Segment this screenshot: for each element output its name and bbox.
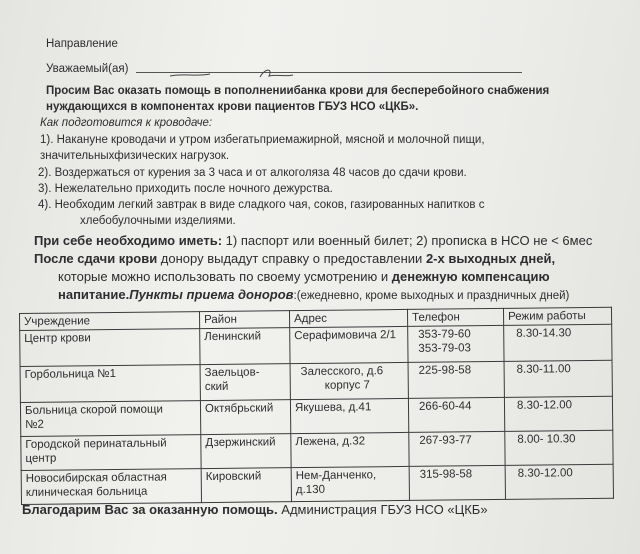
- cell-line: Якушева, д.41: [294, 401, 372, 415]
- documents-line: [34, 233, 592, 249]
- cell-district: [201, 434, 291, 469]
- cell-hours: 8.30-11.00: [504, 360, 612, 397]
- footer-thanks: Благодарим Вас за оказанную помощь.: [22, 502, 278, 517]
- usage-text: которые можно использовать по своему усмотрению и: [58, 269, 392, 284]
- cell-address: [290, 326, 408, 363]
- intro-line-1: Просим Вас оказать помощь в пополнениибанка крови для бесперебойного снабжения: [46, 85, 550, 97]
- after-donation-line-2: [58, 269, 550, 285]
- cell-phone: [409, 431, 505, 466]
- cell-district: [200, 364, 290, 401]
- compensation-text: денежную компенсацию: [391, 269, 550, 284]
- cell-address: [290, 362, 408, 399]
- cell-line: Залесского, д.6: [300, 365, 384, 379]
- cell-hours: 8.30-12.00: [504, 396, 612, 431]
- after-donation-line-3: [58, 287, 569, 304]
- preparation-title: Как подготовится к кроводаче:: [40, 117, 213, 129]
- cell-institution: [21, 469, 201, 505]
- preparation-item-2: 2). Воздержаться от курения за 3 часа и от алкоголяза 48 часов до сдачи крови.: [38, 167, 467, 179]
- intro-line-2: нуждающихся в компонентах крови пациентов ГБУЗ НСО «ЦКБ».: [46, 101, 419, 113]
- cell-line: Горбольница №1: [24, 367, 117, 381]
- cell-line: Дзержинский: [205, 436, 276, 450]
- documents-text: 1) паспорт или военный билет; 2) прописка в НСО не < 6мес: [222, 233, 593, 248]
- cell-line: 267-93-77: [419, 434, 472, 447]
- cell-line: Больница скорой помощи: [24, 403, 163, 417]
- col-header-district: Район: [199, 311, 289, 329]
- cell-hours: 8.30-12.00: [505, 464, 613, 499]
- donor-points-title: Пункты приема доноров: [129, 287, 294, 302]
- cell-line: ский: [204, 380, 229, 394]
- cell-district: [200, 400, 290, 435]
- cell-line: центр: [25, 452, 57, 465]
- after-donation-line-1: [34, 251, 555, 267]
- cell-line: №2: [25, 418, 44, 431]
- cell-phone: [408, 325, 504, 362]
- cell-institution: [20, 365, 200, 403]
- cell-line: Ленинский: [204, 330, 262, 344]
- col-header-phone: Телефон: [407, 308, 503, 326]
- donor-points-table: [19, 307, 614, 505]
- cell-address: [290, 398, 408, 433]
- cell-institution: [20, 329, 200, 367]
- handwritten-signature-icon: [165, 64, 335, 80]
- preparation-item-1: 1). Накануне кроводачи и утром избегатьприемажирной, мясной и молочной пищи,: [40, 134, 485, 146]
- table-row: [20, 324, 612, 366]
- preparation-item-4: 4). Необходим легкий завтрак в виде сладкого чая, соков, газированных напитков с: [38, 199, 485, 211]
- cell-phone: [408, 397, 504, 432]
- documents-label: При себе необходимо иметь:: [34, 233, 223, 248]
- cell-line: Октябрьский: [204, 402, 274, 416]
- after-donation-text: донору выдадут справку о предоставлении: [157, 251, 426, 266]
- preparation-item-1-cont: значительныхфизических нагрузок.: [40, 150, 230, 162]
- cell-line: Городской перинатальный: [25, 437, 167, 451]
- days-off-text: 2-х выходных дней,: [425, 251, 556, 266]
- col-header-institution: Учреждение: [20, 312, 200, 331]
- cell-line: Нем-Данченко,: [295, 469, 377, 483]
- cell-phone: [409, 465, 505, 500]
- cell-line: 353-79-60: [418, 328, 471, 341]
- cell-phone: [408, 361, 504, 398]
- greeting-label: Уважаемый(ая): [46, 63, 129, 75]
- preparation-item-4-cont: хлебобулочными изделиями.: [80, 215, 236, 227]
- food-text: напитание.: [58, 287, 130, 302]
- table-row: [21, 464, 613, 504]
- after-donation-bold: После сдачи крови: [34, 251, 158, 266]
- schedule-note: :(ежедневно, кроме выходных и праздничных дней): [293, 290, 570, 302]
- cell-hours: 8.00- 10.30: [505, 430, 613, 465]
- col-header-hours: Режим работы: [503, 307, 611, 325]
- direction-label: Направление: [46, 38, 118, 50]
- table-row: [20, 360, 612, 402]
- cell-hours: 8.30-14.30: [504, 324, 612, 361]
- cell-line: корпус 7: [324, 379, 370, 392]
- cell-line: Центр крови: [24, 332, 91, 345]
- cell-line: 225-98-58: [418, 364, 472, 377]
- cell-line: 353-79-03: [418, 342, 471, 355]
- cell-line: Заельцов-: [204, 366, 260, 380]
- cell-line: Серафимовича 2/1: [294, 329, 397, 343]
- col-header-address: Адрес: [289, 309, 407, 327]
- cell-address: [291, 432, 409, 467]
- cell-line: Новосибирская областная: [25, 471, 167, 485]
- cell-district: [200, 328, 290, 365]
- cell-line: 266-60-44: [418, 400, 472, 413]
- cell-line: клиническая больница: [25, 485, 148, 499]
- cell-address: [291, 466, 409, 501]
- cell-line: д.130: [295, 483, 326, 497]
- cell-institution: [20, 401, 200, 437]
- cell-institution: [21, 435, 201, 471]
- footer-line: [22, 502, 488, 518]
- preparation-item-3: 3). Нежелательно приходить после ночного дежурства.: [38, 183, 333, 195]
- cell-district: [201, 468, 291, 503]
- footer-admin: Администрация ГБУЗ НСО «ЦКБ»: [277, 502, 488, 517]
- cell-line: Кировский: [205, 470, 262, 484]
- cell-line: Лежена, д.32: [295, 435, 366, 449]
- cell-line: 315-98-58: [419, 468, 473, 481]
